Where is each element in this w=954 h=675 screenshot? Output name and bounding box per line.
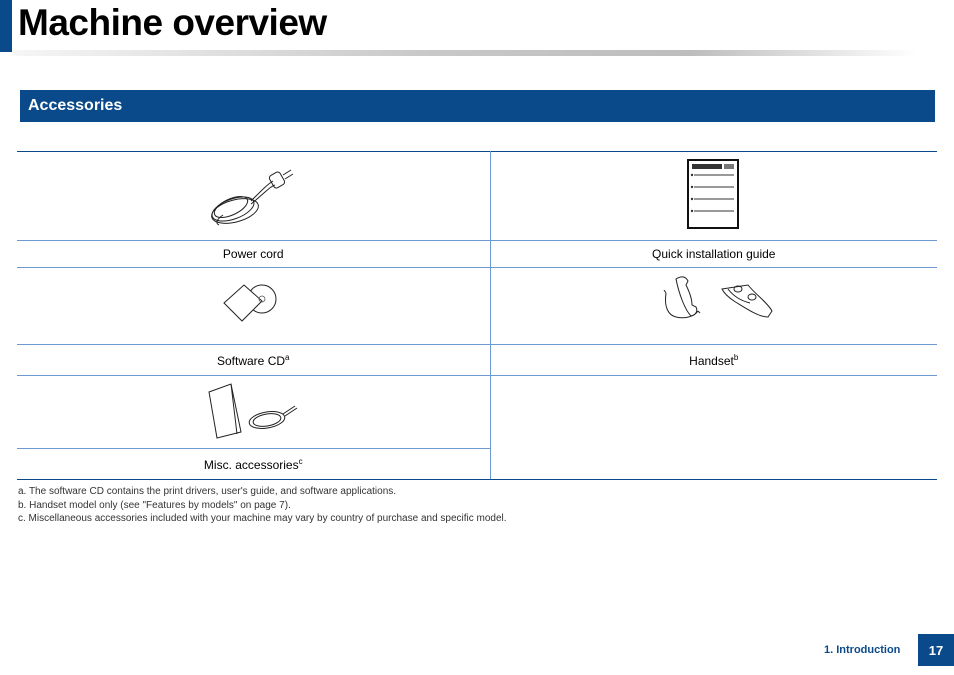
quick-guide-cell <box>490 152 937 241</box>
software-cd-label: Software CD <box>217 353 286 368</box>
chapter-link[interactable]: 1. Introduction <box>824 644 901 656</box>
quick-guide-icon <box>684 156 744 232</box>
title-accent-bar <box>0 0 12 52</box>
footnote-a: a. The software CD contains the print drivers, user's guide, and software applications. <box>18 486 397 497</box>
footnote-c: c. Miscellaneous accessories included with your machine may vary by country of purchase and specific model. <box>18 513 507 524</box>
misc-accessories-label-cell <box>17 449 490 480</box>
footnote-b: b. Handset model only (see "Features by models" on page 7). <box>18 499 291 511</box>
handset-cell <box>490 268 937 345</box>
power-cord-icon <box>203 159 303 229</box>
handset-icon <box>654 271 774 337</box>
software-cd-cell <box>17 268 490 345</box>
software-cd-label-cell <box>17 345 490 376</box>
handset-label: Handset <box>689 353 734 368</box>
quick-guide-label-cell <box>490 241 937 268</box>
footnotes <box>18 485 507 526</box>
power-cord-cell <box>17 152 490 241</box>
empty-cell <box>490 376 937 480</box>
footnote-ref-b: b <box>733 352 739 362</box>
power-cord-label-cell <box>17 241 490 268</box>
misc-accessories-cell <box>17 376 490 449</box>
section-title: Accessories <box>28 97 123 114</box>
quick-guide-label: Quick installation guide <box>652 247 776 261</box>
software-cd-icon <box>218 279 288 329</box>
misc-accessories-icon <box>203 380 303 440</box>
page-title: Machine overview <box>18 2 327 43</box>
footnote-ref-c: c <box>298 456 303 466</box>
section-header <box>20 90 935 122</box>
page-number: 17 <box>918 634 954 666</box>
accessories-table <box>17 151 937 480</box>
misc-accessories-label: Misc. accessories <box>203 457 299 472</box>
footnote-ref-a: a <box>285 352 290 362</box>
power-cord-label: Power cord <box>222 247 284 261</box>
title-divider <box>12 50 917 56</box>
handset-label-cell <box>490 345 937 376</box>
